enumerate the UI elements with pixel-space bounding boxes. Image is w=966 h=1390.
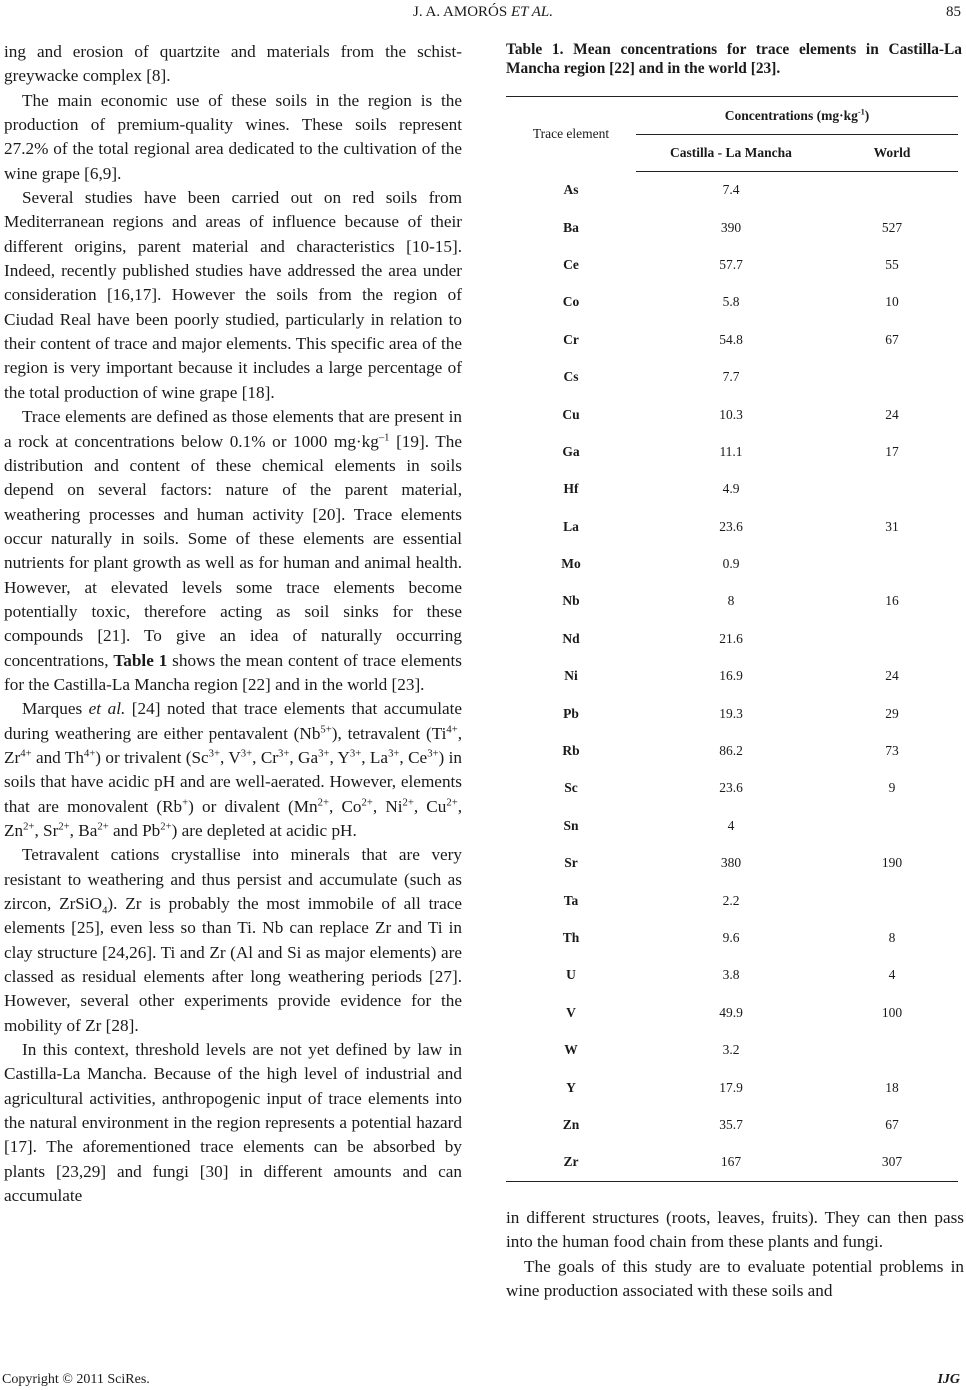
element-cell: Sr bbox=[564, 855, 578, 871]
table-row bbox=[506, 172, 958, 209]
world-value-cell bbox=[826, 358, 958, 395]
page-header bbox=[0, 2, 966, 26]
table-row bbox=[506, 508, 958, 545]
world-value-cell bbox=[826, 882, 958, 919]
castilla-value-cell: 167 bbox=[636, 1144, 826, 1181]
table-row bbox=[506, 433, 958, 470]
element-cell: Rb bbox=[562, 743, 580, 759]
table-row bbox=[506, 620, 958, 657]
copyright-notice: Copyright © 2011 SciRes. bbox=[2, 1372, 150, 1387]
element-cell: Ga bbox=[562, 443, 580, 459]
castilla-value-cell: 23.6 bbox=[719, 518, 743, 534]
header-world: World bbox=[826, 135, 958, 172]
right-column bbox=[506, 40, 962, 1182]
castilla-value-cell: 11.1 bbox=[719, 443, 743, 459]
table-row bbox=[506, 1106, 958, 1143]
castilla-value-cell: 3.2 bbox=[722, 1042, 740, 1058]
castilla-value-cell: 7.7 bbox=[722, 369, 740, 385]
header-trace-element: Trace element bbox=[506, 97, 636, 172]
table-row bbox=[506, 1031, 958, 1068]
castilla-value-cell: 19.3 bbox=[719, 705, 743, 721]
world-value-cell: 190 bbox=[881, 855, 903, 871]
castilla-value-cell: 54.8 bbox=[719, 331, 743, 347]
page-number: 85 bbox=[946, 4, 961, 20]
castilla-value-cell: 86.2 bbox=[719, 743, 743, 759]
world-value-cell: 73 bbox=[885, 743, 899, 759]
table-row bbox=[506, 1144, 958, 1181]
paragraph-red-soils: Several studies have been carried out on red soils from Mediterranean regions and areas of influence because of their different origins, parent material and characteristics [10-15]. Indeed, recently published studies have addressed the area under consideration [16,17]. However the soils from the region of Ciudad Real have been poorly studied, particularly in relation to their content of trace and major elements. This specific area of the region is very important because it includes a large percentage of the total production of wine grape [18]. bbox=[4, 188, 462, 402]
table-row bbox=[506, 1069, 958, 1106]
table-row bbox=[506, 246, 958, 283]
table-row bbox=[506, 284, 958, 321]
castilla-value-cell: 10.3 bbox=[719, 406, 743, 422]
castilla-value-cell: 2.2 bbox=[722, 892, 740, 908]
element-cell: Y bbox=[566, 1079, 576, 1095]
running-title-etal: ET AL. bbox=[510, 4, 553, 20]
table-row bbox=[506, 209, 958, 246]
world-value-cell: 24 bbox=[885, 406, 899, 422]
element-cell: U bbox=[566, 967, 576, 983]
table-row bbox=[506, 845, 958, 882]
world-value-cell: 55 bbox=[885, 256, 899, 272]
left-column bbox=[4, 40, 462, 1209]
paragraph-context: In this context, threshold levels are not yet defined by law in Castilla-La Mancha. Because of the high level of industrial and agricultural activities, anthropogenic input of trace elements into the natural environment in the region represents a potential hazard [17]. The aforementioned trace elements can be absorbed by plants [23,29] and fungi [30] in different amounts and can accumulate bbox=[4, 1040, 462, 1206]
element-cell: La bbox=[563, 518, 579, 534]
world-value-cell: 67 bbox=[885, 1116, 899, 1132]
castilla-value-cell: 380 bbox=[720, 855, 742, 871]
header-castilla-la-mancha: Castilla - La Mancha bbox=[636, 135, 826, 172]
element-cell: As bbox=[563, 182, 579, 198]
castilla-value-cell: 3.8 bbox=[722, 967, 740, 983]
element-cell: Co bbox=[562, 294, 580, 310]
table-row bbox=[506, 732, 958, 769]
table-1-reference[interactable]: Table 1 bbox=[113, 650, 168, 670]
running-title-authors: J. A. AMORÓS bbox=[413, 4, 508, 20]
world-value-cell bbox=[826, 807, 958, 844]
element-cell: Sc bbox=[564, 780, 578, 796]
table-row bbox=[506, 471, 958, 508]
world-value-cell: 100 bbox=[881, 1004, 903, 1020]
world-value-cell: 16 bbox=[885, 593, 899, 609]
world-value-cell bbox=[826, 172, 958, 209]
world-value-cell: 31 bbox=[885, 518, 899, 534]
table-row bbox=[506, 545, 958, 582]
table-row bbox=[506, 882, 958, 919]
world-value-cell: 17 bbox=[885, 443, 899, 459]
castilla-value-cell: 7.4 bbox=[722, 182, 740, 198]
element-cell: Zr bbox=[506, 1144, 636, 1181]
castilla-value-cell: 5.8 bbox=[722, 294, 740, 310]
table-row bbox=[506, 658, 958, 695]
world-value-cell: 18 bbox=[885, 1079, 899, 1095]
castilla-value-cell: 16.9 bbox=[719, 668, 743, 684]
right-column-text bbox=[506, 1206, 964, 1303]
paragraph-structures: in different structures (roots, leaves, fruits). They can then pass into the human food chain from these plants and fungi. bbox=[506, 1208, 964, 1252]
table-row bbox=[506, 396, 958, 433]
world-value-cell: 9 bbox=[888, 780, 896, 796]
journal-abbreviation: IJG bbox=[937, 1372, 960, 1387]
world-value-cell bbox=[826, 620, 958, 657]
castilla-value-cell: 4.9 bbox=[722, 481, 740, 497]
table-row bbox=[506, 994, 958, 1031]
paragraph-tetravalent: Tetravalent cations crystallise into minerals that are very resistant to weathering and thus persist and accumulate (such as zircon, ZrSiO$_4$). Zr is probably the most immobile of all trace elements [25], even less so than Ti. Nb can replace Zr and Ti in clay structure [24,26]. Ti and Zr (Al and Si as major elements) are classed as residual elements after long weathering periods [27]. However, several other experiments provide evidence for the mobility of Zr [28]. bbox=[4, 845, 462, 1035]
paragraph-marques: Marques et al. [24] noted that trace elements that accumulate during weathering are either pentavalent $(Nb^{5+})$, tetravalent ($Ti^{4+}$, $Zr^{4+}$ and $Th^{4+}$) or trivalent ($Sc^{3+}$, $V^{3+}$, $Cr^{3+}$, $Ga^{3+}$, $Y^{3+}$, $La^{3+}$, $Ce^{3+}$) in soils that have acidic pH and are well-aerated. However, elements that are monovalent (Rb+) or divalent ($Mn^{2+}$, $Co^{2+}$, $Ni^{2+}$, $Cu^{2+}$, $Zn^{2+}$, $Sr^{2+}$, $Ba^{2+}$ and $Pb^{2+}$) are depleted at acidic pH. bbox=[4, 699, 463, 840]
world-value-cell: 67 bbox=[885, 331, 899, 347]
table-row bbox=[506, 807, 958, 844]
element-cell: Ta bbox=[563, 892, 579, 908]
world-value-cell: 527 bbox=[881, 219, 903, 235]
element-cell: Ba bbox=[563, 219, 579, 235]
table-row bbox=[506, 957, 958, 994]
table-row bbox=[506, 770, 958, 807]
castilla-value-cell: 35.7 bbox=[719, 1116, 743, 1132]
element-cell: Cu bbox=[562, 406, 580, 422]
table-caption: Table 1. Mean concentrations for trace elements in Castilla-La Mancha region [22] and in the world [23]. bbox=[506, 41, 962, 77]
world-value-cell: 307 bbox=[826, 1144, 958, 1181]
element-cell: Zn bbox=[562, 1116, 580, 1132]
table-row bbox=[506, 695, 958, 732]
element-cell: Nd bbox=[562, 630, 580, 646]
world-value-cell bbox=[826, 471, 958, 508]
element-cell: Nb bbox=[562, 593, 580, 609]
castilla-value-cell: 390 bbox=[720, 219, 742, 235]
element-cell: Mo bbox=[561, 556, 581, 572]
world-value-cell: 8 bbox=[888, 930, 896, 945]
world-value-cell: 24 bbox=[885, 668, 899, 684]
element-cell: Ce bbox=[563, 256, 579, 272]
element-cell: Cr bbox=[563, 331, 579, 347]
table-body bbox=[506, 172, 958, 1182]
table-row bbox=[506, 321, 958, 358]
element-cell: Cs bbox=[563, 369, 579, 385]
castilla-value-cell: 8 bbox=[727, 593, 735, 609]
element-cell: W bbox=[564, 1042, 578, 1058]
world-value-cell: 10 bbox=[885, 294, 899, 310]
world-value-cell bbox=[826, 1031, 958, 1068]
castilla-value-cell: 9.6 bbox=[722, 930, 740, 945]
castilla-value-cell: 57.7 bbox=[719, 256, 743, 272]
running-title bbox=[0, 4, 966, 21]
castilla-value-cell: 4 bbox=[727, 817, 735, 833]
paragraph-economic-use: The main economic use of these soils in the region is the production of premium-quality wines. These soils represent 27.2% of the total regional area dedicated to the cultivation of the wine grape [6,9]. bbox=[4, 90, 462, 183]
element-cell: Hf bbox=[563, 481, 579, 497]
world-value-cell bbox=[826, 545, 958, 582]
world-value-cell: 4 bbox=[888, 967, 896, 983]
table-row bbox=[506, 583, 958, 620]
castilla-value-cell: 0.9 bbox=[722, 556, 740, 572]
trace-elements-table bbox=[506, 96, 958, 1182]
element-cell: V bbox=[566, 1004, 576, 1020]
castilla-value-cell: 23.6 bbox=[719, 780, 743, 796]
paragraph-trace-elements-definition: Trace elements are defined as those elements that are present in a rock at concentrations below 0.1% or 1000 $mg\cdot kg^{-1}$ [19]. The distribution and content of these chemical elements in soils depend on several factors: nature of the parent material, weathering processes and human activity [20]. Trace elements occur naturally in soils. Some of these elements are essential nutrients for plant growth as well as for human and animal health. However, at elevated levels some trace elements become potentially toxic, therefore acting as soil sinks for these compounds [21]. To give an idea of naturally occurring concentrations, Table 1 shows the mean content of trace elements for the Castilla-La Mancha region [22] and in the world [23]. bbox=[4, 407, 462, 694]
paragraph-continued: ing and erosion of quartzite and materials from the schist-greywacke complex [8]. bbox=[4, 42, 462, 86]
element-cell: Ni bbox=[564, 668, 578, 684]
element-cell: Th bbox=[562, 930, 580, 945]
header-concentrations: Concentrations $(mg\cdot kg^{-1})$ bbox=[636, 97, 958, 135]
table-row bbox=[506, 358, 958, 395]
element-cell: Sn bbox=[563, 817, 579, 833]
element-cell: Pb bbox=[563, 705, 579, 721]
paragraph-goals: The goals of this study are to evaluate potential problems in wine production associated with these soils and bbox=[506, 1256, 964, 1301]
castilla-value-cell: 49.9 bbox=[719, 1004, 743, 1020]
castilla-value-cell: 21.6 bbox=[719, 630, 743, 646]
table-row bbox=[506, 919, 958, 956]
castilla-value-cell: 17.9 bbox=[719, 1079, 743, 1095]
world-value-cell: 29 bbox=[885, 705, 899, 721]
